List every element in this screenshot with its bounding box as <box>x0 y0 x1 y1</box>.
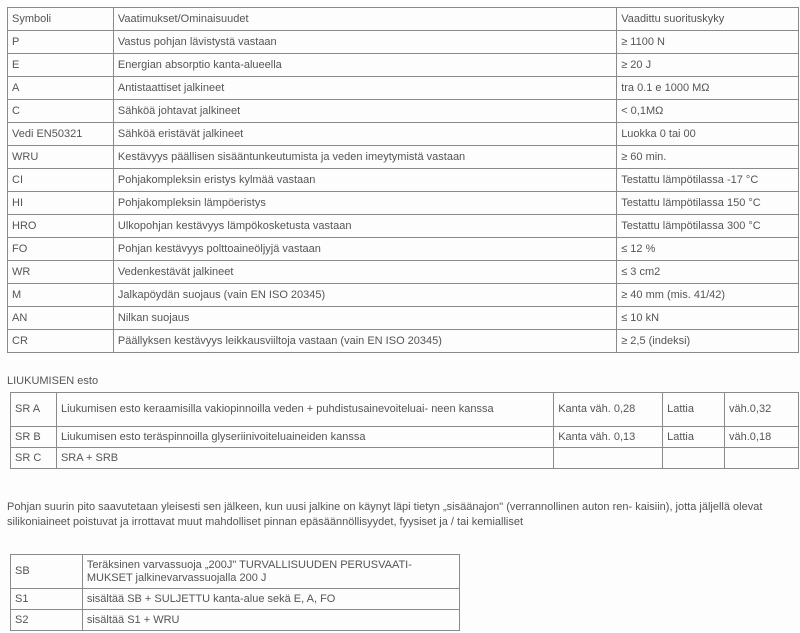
table-cell: Vastus pohjan lävistystä vastaan <box>113 31 616 54</box>
table-cell: Lattia <box>663 427 725 448</box>
table-row <box>8 330 799 353</box>
grip-note: Pohjan suurin pito saavutetaan yleisesti sen jälkeen, kun uusi jalkine on käynyt läpi tietyn „sisäänajon" (verrannollinen auton ren- kaisiin), jotta jäljellä olevat silikoniaineet poistuvat ja irrottavat muut mahdolliset pinnan epäsäännöllisyydet, fyysiset ja / tai kemialliset <box>7 501 763 528</box>
table-cell: Kestävyys päällisen sisääntunkeutumista ja veden imeytymistä vastaan <box>113 146 616 169</box>
table-cell: WR <box>8 261 114 284</box>
table-cell: Teräksinen varvassuoja „200J" TURVALLISUUDEN PERUSVAATI- MUKSET jalkinevarvassuojalla 200 J <box>82 555 459 589</box>
table-row <box>11 393 799 427</box>
table-cell: HI <box>8 192 114 215</box>
table-cell: C <box>8 100 114 123</box>
table-cell: A <box>8 77 114 100</box>
header-symbol: Symboli <box>8 8 114 31</box>
table-row <box>11 610 460 631</box>
table-cell: Pohjan kestävyys polttoaineöljyjä vastaan <box>113 238 616 261</box>
table-cell: Vedenkestävät jalkineet <box>113 261 616 284</box>
table-cell: tra 0.1 e 1000 MΩ <box>617 77 799 100</box>
table-cell: Vedi EN50321 <box>8 123 114 146</box>
table-row <box>8 238 799 261</box>
safety-class-table <box>10 554 460 631</box>
table-cell: Pohjakompleksin lämpöeristys <box>113 192 616 215</box>
table-cell: Sähköä johtavat jalkineet <box>113 100 616 123</box>
table-cell: SB <box>11 555 83 589</box>
table-cell: SR C <box>11 448 57 469</box>
slip-resistance-table <box>10 392 799 469</box>
header-requirements: Vaatimukset/Ominaisuudet <box>113 8 616 31</box>
table-cell: Liukumisen esto teräspinnoilla glyseriinivoiteluaineiden kanssa <box>56 427 553 448</box>
table-cell: HRO <box>8 215 114 238</box>
table-header-row <box>8 8 799 31</box>
table-cell: P <box>8 31 114 54</box>
table-cell: SRA + SRB <box>56 448 553 469</box>
table-cell <box>725 448 799 469</box>
table-row <box>8 284 799 307</box>
table-row <box>8 100 799 123</box>
table-cell: väh.0,32 <box>725 393 799 427</box>
table-cell: Liukumisen esto keraamisilla vakiopinnoilla veden + puhdistusainevoiteluai- neen kanssa <box>56 393 553 427</box>
table-cell: CI <box>8 169 114 192</box>
table-cell: Antistaattiset jalkineet <box>113 77 616 100</box>
table-cell: ≥ 20 J <box>617 54 799 77</box>
table-cell: väh.0,18 <box>725 427 799 448</box>
table-cell: FO <box>8 238 114 261</box>
table-row <box>8 261 799 284</box>
table-cell: Ulkopohjan kestävyys lämpökosketusta vastaan <box>113 215 616 238</box>
table-row <box>11 589 460 610</box>
table-cell: Lattia <box>663 393 725 427</box>
table-cell: Pohjakompleksin eristys kylmää vastaan <box>113 169 616 192</box>
table-cell: SR A <box>11 393 57 427</box>
table-cell: ≤ 3 cm2 <box>617 261 799 284</box>
table-row <box>8 54 799 77</box>
table-row <box>8 146 799 169</box>
table-row <box>8 307 799 330</box>
table-cell: ≥ 40 mm (mis. 41/42) <box>617 284 799 307</box>
table-cell: SR B <box>11 427 57 448</box>
header-performance: Vaadittu suorituskyky <box>617 8 799 31</box>
table-cell: AN <box>8 307 114 330</box>
table-cell: E <box>8 54 114 77</box>
table-cell: Kanta väh. 0,28 <box>554 393 663 427</box>
table-row <box>8 77 799 100</box>
table-cell: < 0,1MΩ <box>617 100 799 123</box>
table-cell: Energian absorptio kanta-alueella <box>113 54 616 77</box>
table-cell: sisältää S1 + WRU <box>82 610 459 631</box>
table-cell: M <box>8 284 114 307</box>
table-row <box>8 192 799 215</box>
table-cell: Nilkan suojaus <box>113 307 616 330</box>
table-cell: Luokka 0 tai 00 <box>617 123 799 146</box>
table-cell: S2 <box>11 610 83 631</box>
table-row <box>11 555 460 589</box>
table-row <box>8 169 799 192</box>
table-row <box>11 448 799 469</box>
table-cell <box>554 448 663 469</box>
table-cell: CR <box>8 330 114 353</box>
table-cell: Kanta väh. 0,13 <box>554 427 663 448</box>
table-cell: ≥ 60 min. <box>617 146 799 169</box>
table-cell: Päällyksen kestävyys leikkausviiltoja vastaan (vain EN ISO 20345) <box>113 330 616 353</box>
table-cell: ≥ 1100 N <box>617 31 799 54</box>
table-cell: S1 <box>11 589 83 610</box>
slip-section-title: LIUKUMISEN esto <box>7 375 99 387</box>
table-cell: ≥ 2,5 (indeksi) <box>617 330 799 353</box>
table-cell: Testattu lämpötilassa -17 °C <box>617 169 799 192</box>
table-row <box>8 215 799 238</box>
table-cell: Jalkapöydän suojaus (vain EN ISO 20345) <box>113 284 616 307</box>
table-row <box>8 123 799 146</box>
table-cell <box>663 448 725 469</box>
table-cell: Testattu lämpötilassa 150 °C <box>617 192 799 215</box>
requirements-table <box>7 7 799 353</box>
table-row <box>8 31 799 54</box>
table-cell: sisältää SB + SULJETTU kanta-alue sekä E, A, FO <box>82 589 459 610</box>
table-row <box>11 427 799 448</box>
table-cell: WRU <box>8 146 114 169</box>
table-cell: ≤ 12 % <box>617 238 799 261</box>
table-cell: Sähköä eristävät jalkineet <box>113 123 616 146</box>
table-cell: ≤ 10 kN <box>617 307 799 330</box>
table-cell: Testattu lämpötilassa 300 °C <box>617 215 799 238</box>
